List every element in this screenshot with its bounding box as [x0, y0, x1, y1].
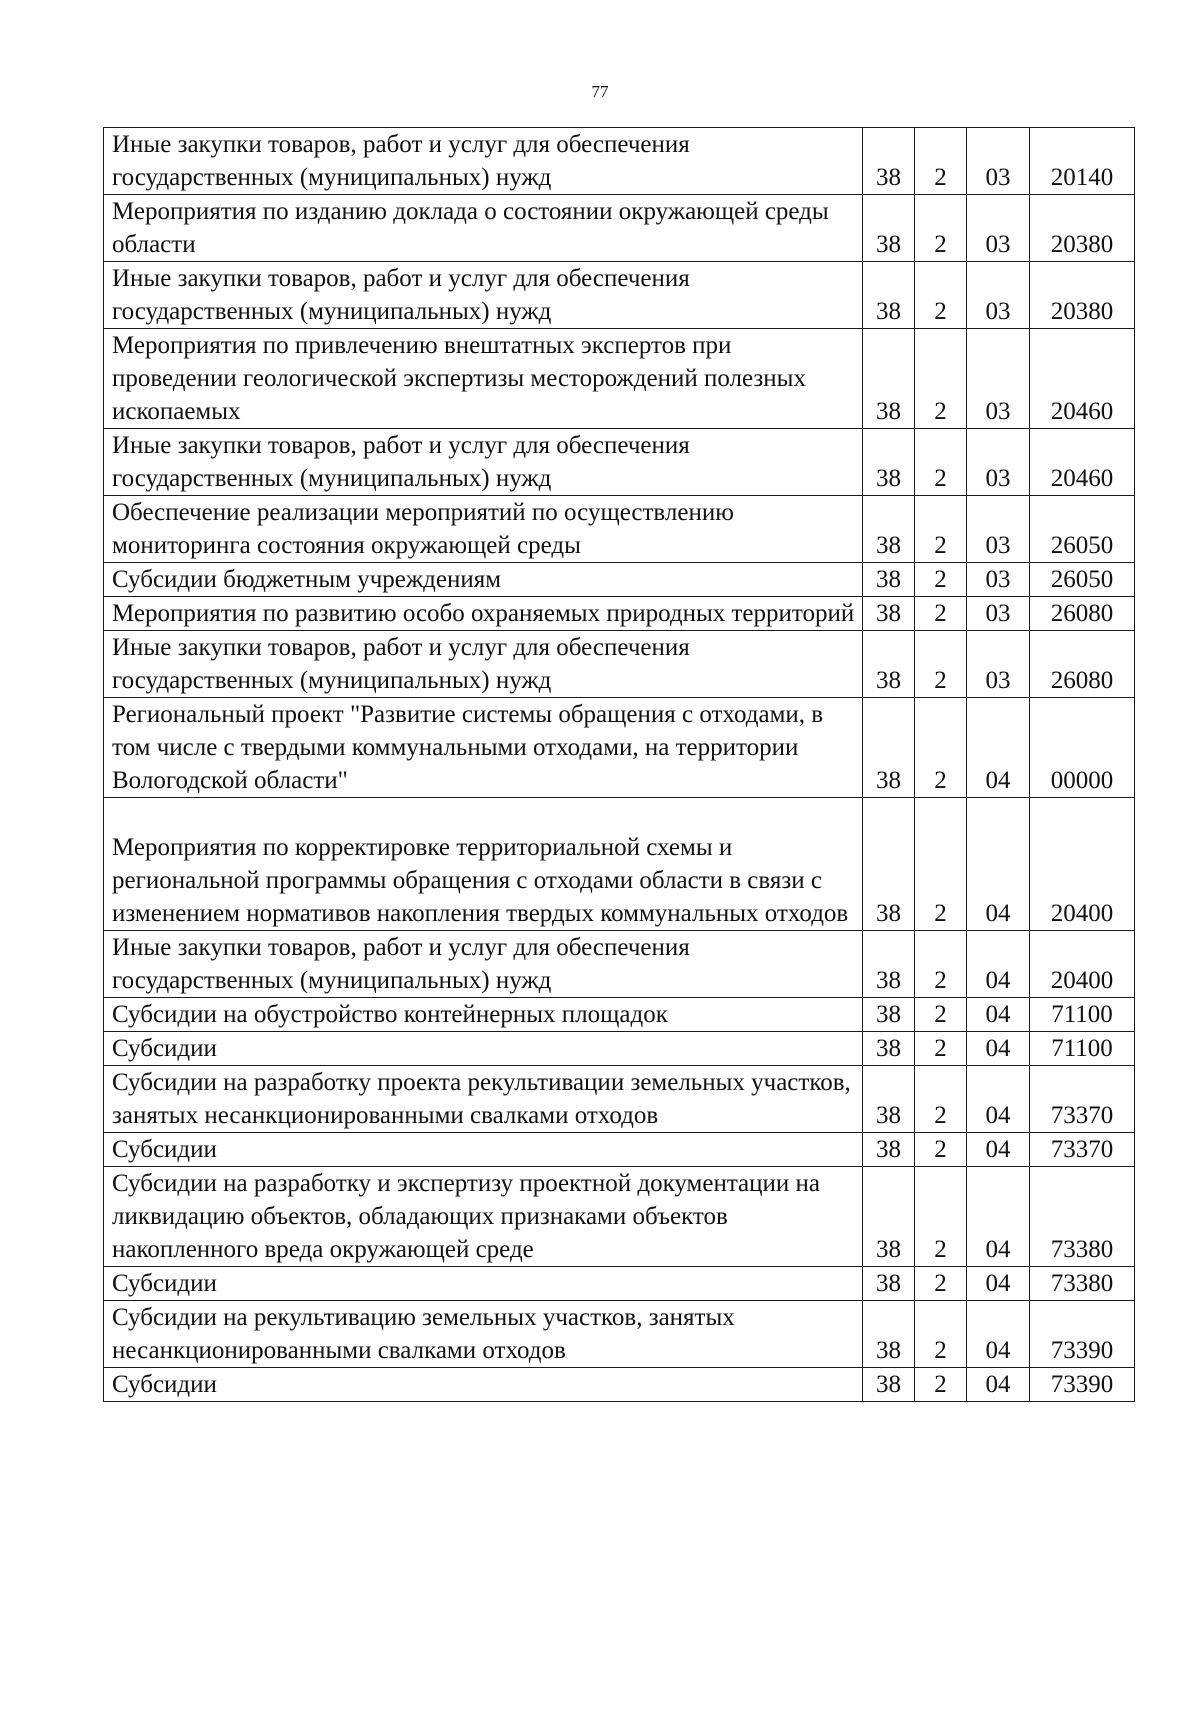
code-cell-2: 2	[915, 597, 967, 631]
code-cell-4: 71100	[1030, 1032, 1135, 1066]
row-name-cell: Иные закупки товаров, работ и услуг для обеспечения государственных (муниципальных) нужд	[104, 128, 863, 195]
code-cell-2: 2	[915, 195, 967, 262]
table-row	[104, 262, 1135, 329]
code-cell-1: 38	[863, 563, 915, 597]
row-name-cell: Обеспечение реализации мероприятий по осуществлению мониторинга состояния окружающей среды	[104, 496, 863, 563]
code-cell-2: 2	[915, 1368, 967, 1402]
code-cell-3: 03	[967, 262, 1030, 329]
code-cell-4: 73380	[1030, 1167, 1135, 1267]
code-cell-3: 04	[967, 931, 1030, 998]
code-cell-4: 26080	[1030, 597, 1135, 631]
code-cell-2: 2	[915, 1301, 967, 1368]
code-cell-3: 03	[967, 631, 1030, 698]
code-cell-3: 04	[967, 1368, 1030, 1402]
page-number: 77	[591, 82, 609, 101]
code-cell-1: 38	[863, 698, 915, 798]
table-row	[104, 1368, 1135, 1402]
code-cell-3: 03	[967, 329, 1030, 429]
code-cell-3: 04	[967, 698, 1030, 798]
row-name-cell: Иные закупки товаров, работ и услуг для обеспечения государственных (муниципальных) нужд	[104, 931, 863, 998]
table-row	[104, 798, 1135, 931]
table-row	[104, 1032, 1135, 1066]
code-cell-1: 38	[863, 195, 915, 262]
code-cell-4: 26080	[1030, 631, 1135, 698]
code-cell-2: 2	[915, 262, 967, 329]
code-cell-2: 2	[915, 1133, 967, 1167]
code-cell-2: 2	[915, 329, 967, 429]
code-cell-2: 2	[915, 496, 967, 563]
code-cell-1: 38	[863, 798, 915, 931]
code-cell-4: 20400	[1030, 931, 1135, 998]
code-cell-2: 2	[915, 429, 967, 496]
code-cell-1: 38	[863, 1301, 915, 1368]
code-cell-1: 38	[863, 1133, 915, 1167]
code-cell-4: 71100	[1030, 998, 1135, 1032]
code-cell-2: 2	[915, 563, 967, 597]
code-cell-4: 20380	[1030, 195, 1135, 262]
table-row	[104, 128, 1135, 195]
row-name-cell: Субсидии	[104, 1267, 863, 1301]
table-row	[104, 496, 1135, 563]
code-cell-4: 20140	[1030, 128, 1135, 195]
code-cell-1: 38	[863, 597, 915, 631]
code-cell-1: 38	[863, 998, 915, 1032]
code-cell-4: 20400	[1030, 798, 1135, 931]
code-cell-3: 04	[967, 1167, 1030, 1267]
budget-classification-table	[103, 127, 1135, 1402]
code-cell-2: 2	[915, 698, 967, 798]
code-cell-4: 26050	[1030, 563, 1135, 597]
code-cell-1: 38	[863, 631, 915, 698]
code-cell-3: 03	[967, 128, 1030, 195]
row-name-cell: Иные закупки товаров, работ и услуг для обеспечения государственных (муниципальных) нужд	[104, 262, 863, 329]
table-row	[104, 195, 1135, 262]
row-name-cell: Мероприятия по развитию особо охраняемых природных территорий	[104, 597, 863, 631]
code-cell-2: 2	[915, 931, 967, 998]
code-cell-4: 26050	[1030, 496, 1135, 563]
table-row	[104, 1267, 1135, 1301]
code-cell-3: 03	[967, 597, 1030, 631]
table-row	[104, 1167, 1135, 1267]
table-row	[104, 429, 1135, 496]
code-cell-3: 04	[967, 1032, 1030, 1066]
code-cell-3: 03	[967, 195, 1030, 262]
code-cell-4: 73370	[1030, 1133, 1135, 1167]
table-row	[104, 1133, 1135, 1167]
code-cell-4: 73390	[1030, 1368, 1135, 1402]
row-name-cell: Субсидии	[104, 1133, 863, 1167]
code-cell-2: 2	[915, 631, 967, 698]
row-name-cell: Иные закупки товаров, работ и услуг для обеспечения государственных (муниципальных) нужд	[104, 429, 863, 496]
row-name-cell: Мероприятия по изданию доклада о состоянии окружающей среды области	[104, 195, 863, 262]
table-row	[104, 597, 1135, 631]
row-name-cell: Субсидии на разработку и экспертизу проектной документации на ликвидацию объектов, обладающих признаками объектов накопленного вреда окружающей среде	[104, 1167, 863, 1267]
code-cell-2: 2	[915, 1032, 967, 1066]
code-cell-2: 2	[915, 998, 967, 1032]
code-cell-3: 03	[967, 563, 1030, 597]
code-cell-1: 38	[863, 262, 915, 329]
code-cell-4: 20460	[1030, 329, 1135, 429]
row-name-cell: Мероприятия по корректировке территориальной схемы и региональной программы обращения с отходами области в связи с изменением нормативов накопления твердых коммунальных отходов	[104, 798, 863, 931]
code-cell-3: 04	[967, 1267, 1030, 1301]
code-cell-2: 2	[915, 1267, 967, 1301]
row-name-cell: Субсидии	[104, 1032, 863, 1066]
code-cell-3: 04	[967, 798, 1030, 931]
code-cell-4: 00000	[1030, 698, 1135, 798]
table-row	[104, 329, 1135, 429]
code-cell-4: 73380	[1030, 1267, 1135, 1301]
code-cell-4: 20380	[1030, 262, 1135, 329]
row-name-cell: Субсидии на обустройство контейнерных площадок	[104, 998, 863, 1032]
row-name-cell: Субсидии бюджетным учреждениям	[104, 563, 863, 597]
code-cell-1: 38	[863, 931, 915, 998]
code-cell-1: 38	[863, 1032, 915, 1066]
code-cell-3: 04	[967, 1066, 1030, 1133]
table-row	[104, 1066, 1135, 1133]
row-name-cell: Субсидии на разработку проекта рекультивации земельных участков, занятых несанкционированными свалками отходов	[104, 1066, 863, 1133]
row-name-cell: Субсидии на рекультивацию земельных участков, занятых несанкционированными свалками отходов	[104, 1301, 863, 1368]
code-cell-4: 20460	[1030, 429, 1135, 496]
code-cell-2: 2	[915, 1167, 967, 1267]
code-cell-3: 04	[967, 998, 1030, 1032]
code-cell-3: 04	[967, 1133, 1030, 1167]
code-cell-1: 38	[863, 329, 915, 429]
code-cell-1: 38	[863, 496, 915, 563]
code-cell-3: 03	[967, 496, 1030, 563]
code-cell-1: 38	[863, 429, 915, 496]
row-name-cell: Региональный проект "Развитие системы обращения с отходами, в том числе с твердыми коммунальными отходами, на территории Вологодской области"	[104, 698, 863, 798]
table-row	[104, 931, 1135, 998]
code-cell-1: 38	[863, 128, 915, 195]
code-cell-2: 2	[915, 798, 967, 931]
code-cell-4: 73370	[1030, 1066, 1135, 1133]
code-cell-4: 73390	[1030, 1301, 1135, 1368]
code-cell-1: 38	[863, 1167, 915, 1267]
code-cell-1: 38	[863, 1066, 915, 1133]
code-cell-2: 2	[915, 1066, 967, 1133]
code-cell-2: 2	[915, 128, 967, 195]
table-row	[104, 698, 1135, 798]
table-row	[104, 631, 1135, 698]
code-cell-3: 04	[967, 1301, 1030, 1368]
table-row	[104, 1301, 1135, 1368]
table-row	[104, 563, 1135, 597]
row-name-cell: Мероприятия по привлечению внештатных экспертов при проведении геологической экспертизы месторождений полезных ископаемых	[104, 329, 863, 429]
table-row	[104, 998, 1135, 1032]
code-cell-1: 38	[863, 1267, 915, 1301]
row-name-cell: Иные закупки товаров, работ и услуг для обеспечения государственных (муниципальных) нужд	[104, 631, 863, 698]
code-cell-3: 03	[967, 429, 1030, 496]
row-name-cell: Субсидии	[104, 1368, 863, 1402]
code-cell-1: 38	[863, 1368, 915, 1402]
